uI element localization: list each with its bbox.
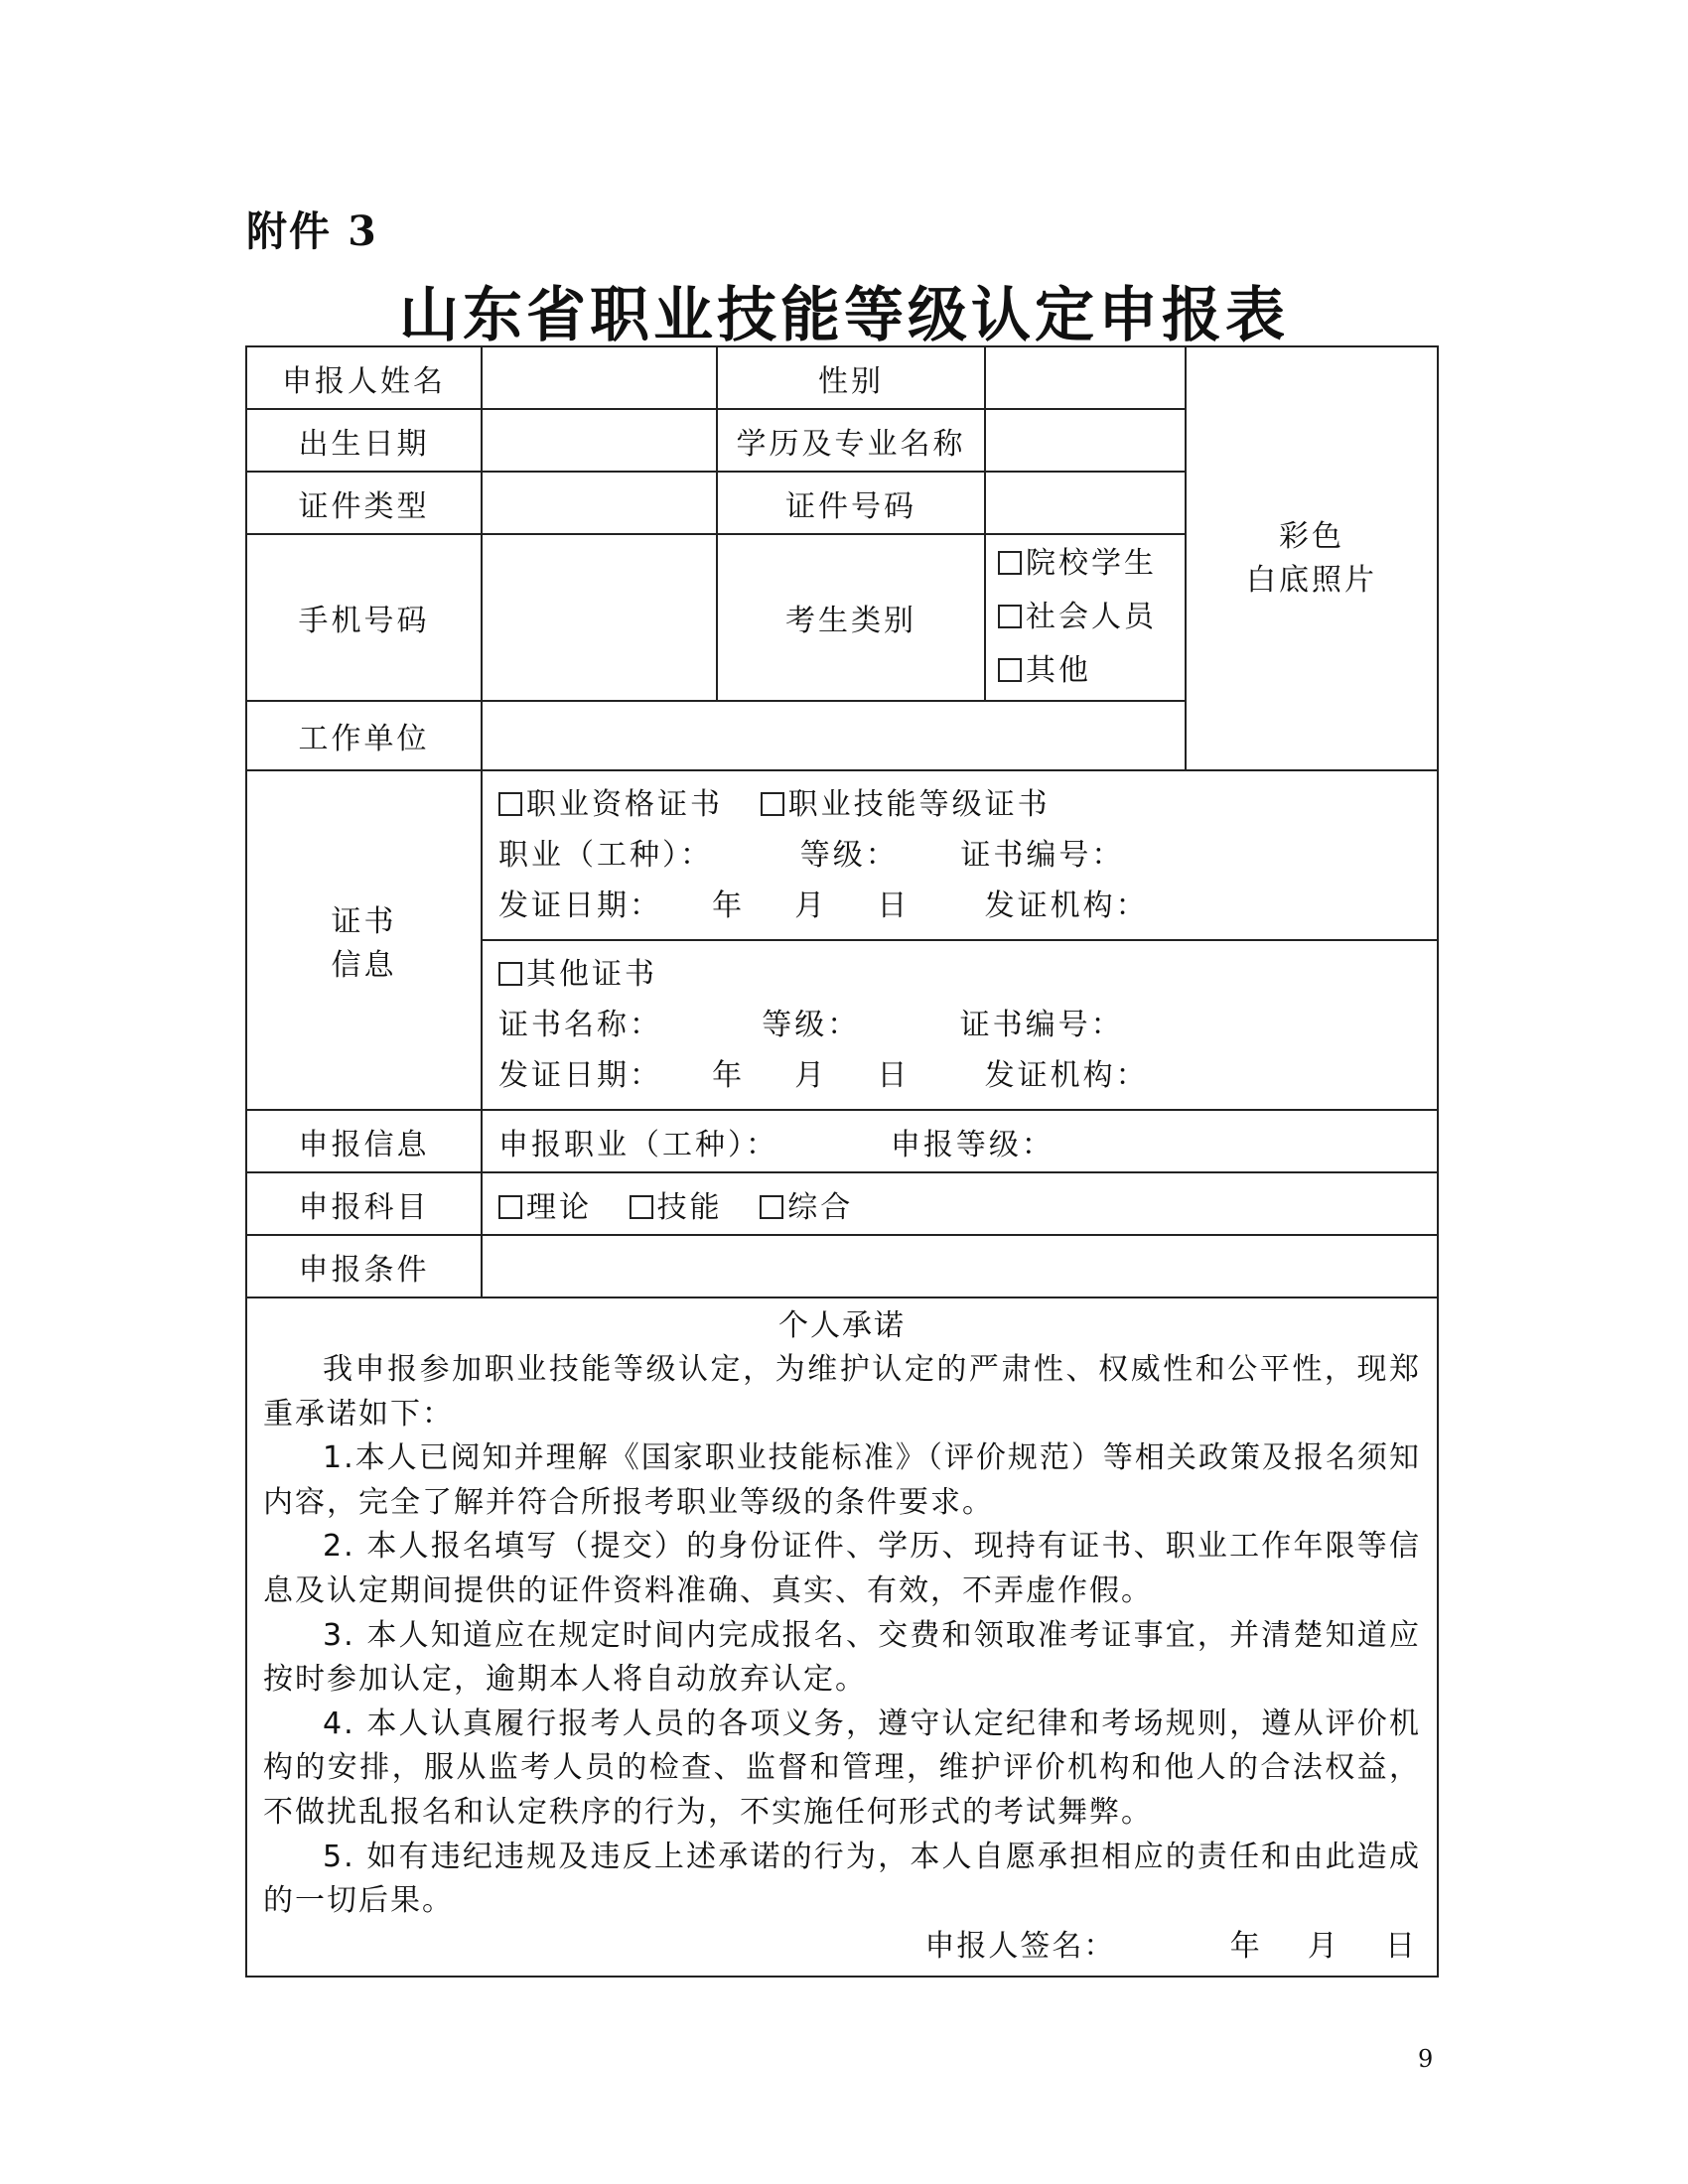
gender-field[interactable] <box>985 346 1186 409</box>
id-type-field[interactable] <box>482 472 717 534</box>
id-type-label: 证件类型 <box>246 472 482 534</box>
checkbox-icon[interactable] <box>761 792 784 816</box>
checkbox-icon[interactable] <box>998 551 1022 575</box>
checkbox-icon[interactable] <box>498 962 522 986</box>
checkbox-icon[interactable] <box>630 1195 653 1219</box>
promise-item-1: 1.本人已阅知并理解《国家职业技能标准》（评价规范）等相关政策及报名须知内容，完全了解并符合所报考职业等级的条件要求。 <box>263 1440 1421 1520</box>
phone-field[interactable] <box>482 534 717 701</box>
apply-info-label: 申报信息 <box>246 1110 482 1172</box>
education-label: 学历及专业名称 <box>717 409 985 472</box>
name-label: 申报人姓名 <box>246 346 482 409</box>
certificate-issue-line: 发证日期： 年 月 日 发证机构： <box>498 888 1149 923</box>
certificate-type-options: 职业资格证书 职业技能等级证书 <box>498 779 1437 830</box>
category-option-other[interactable]: 其他 <box>986 644 1185 698</box>
promise-item-2: 2. 本人报名填写（提交）的身份证件、学历、现持有证书、职业工作年限等信息及认定期间提供的证件资料准确、真实、有效，不弄虚作假。 <box>263 1529 1421 1608</box>
category-option-student[interactable]: 院校学生 <box>986 537 1185 591</box>
conditions-label: 申报条件 <box>246 1235 482 1297</box>
certificate-occupation-line: 职业（工种）： 等级： 证书编号： <box>498 838 1125 873</box>
subjects-label: 申报科目 <box>246 1172 482 1235</box>
id-number-label: 证件号码 <box>717 472 985 534</box>
subjects-options: 理论 技能 综合 <box>482 1172 1438 1235</box>
checkbox-icon[interactable] <box>998 605 1022 628</box>
photo-label-line2: 白底照片 <box>1246 562 1377 598</box>
promise-heading: 个人承诺 <box>778 1308 906 1343</box>
promise-intro: 我申报参加职业技能等级认定，为维护认定的严肃性、权威性和公平性，现郑重承诺如下： <box>263 1352 1421 1432</box>
promise-item-4: 4. 本人认真履行报考人员的各项义务，遵守认定纪律和考场规则，遵从评价机构的安排，服从监考人员的检查、监督和管理，维护评价机构和他人的合法权益，不做扰乱报名和认定秩序的行为，不实施任何形式的考试舞弊。 <box>263 1706 1421 1830</box>
certificate-name-line: 证书名称： 等级： 证书编号： <box>498 1008 1124 1042</box>
checkbox-icon[interactable] <box>498 1195 522 1219</box>
category-label: 考生类别 <box>717 534 985 701</box>
promise-item-3: 3. 本人知道应在规定时间内完成报名、交费和领取准考证事宜，并清楚知道应按时参加认定，逾期本人将自动放弃认定。 <box>263 1617 1421 1698</box>
checkbox-icon[interactable] <box>998 658 1022 682</box>
birth-date-label: 出生日期 <box>246 409 482 472</box>
phone-label: 手机号码 <box>246 534 482 701</box>
personal-promise-section <box>246 1297 1438 1977</box>
id-number-field[interactable] <box>985 472 1186 534</box>
checkbox-icon[interactable] <box>760 1195 783 1219</box>
birth-date-field[interactable] <box>482 409 717 472</box>
employer-field[interactable] <box>482 701 1186 770</box>
certificate-info-label: 证书 信息 <box>246 770 482 1110</box>
certificate-other-issue-line: 发证日期： 年 月 日 发证机构： <box>498 1058 1149 1093</box>
photo-box[interactable] <box>1186 346 1438 770</box>
certificate-block-other <box>482 940 1438 1110</box>
page-number: 9 <box>1418 2045 1434 2073</box>
employer-label: 工作单位 <box>246 701 482 770</box>
checkbox-icon[interactable] <box>498 792 522 816</box>
attachment-label: 附件 3 <box>246 207 378 255</box>
photo-label-line1: 彩色 <box>1279 518 1344 554</box>
apply-info-field[interactable]: 申报职业（工种）： 申报等级： <box>482 1110 1438 1172</box>
certificate-other-option: 其他证书 <box>498 949 1437 1000</box>
gender-label: 性别 <box>717 346 985 409</box>
form-title: 山东省职业技能等级认定申报表 <box>399 281 1289 350</box>
category-option-public[interactable]: 社会人员 <box>986 591 1185 644</box>
certificate-block-primary <box>482 770 1438 940</box>
promise-item-5: 5. 如有违纪违规及违反上述承诺的行为，本人自愿承担相应的责任和由此造成的一切后果。 <box>263 1839 1421 1919</box>
application-form-table <box>245 345 1439 1978</box>
name-field[interactable] <box>482 346 717 409</box>
education-field[interactable] <box>985 409 1186 472</box>
conditions-field[interactable] <box>482 1235 1438 1297</box>
signature-line[interactable]: 申报人签名： 年 月 日 <box>924 1928 1417 1964</box>
category-options <box>985 534 1186 701</box>
